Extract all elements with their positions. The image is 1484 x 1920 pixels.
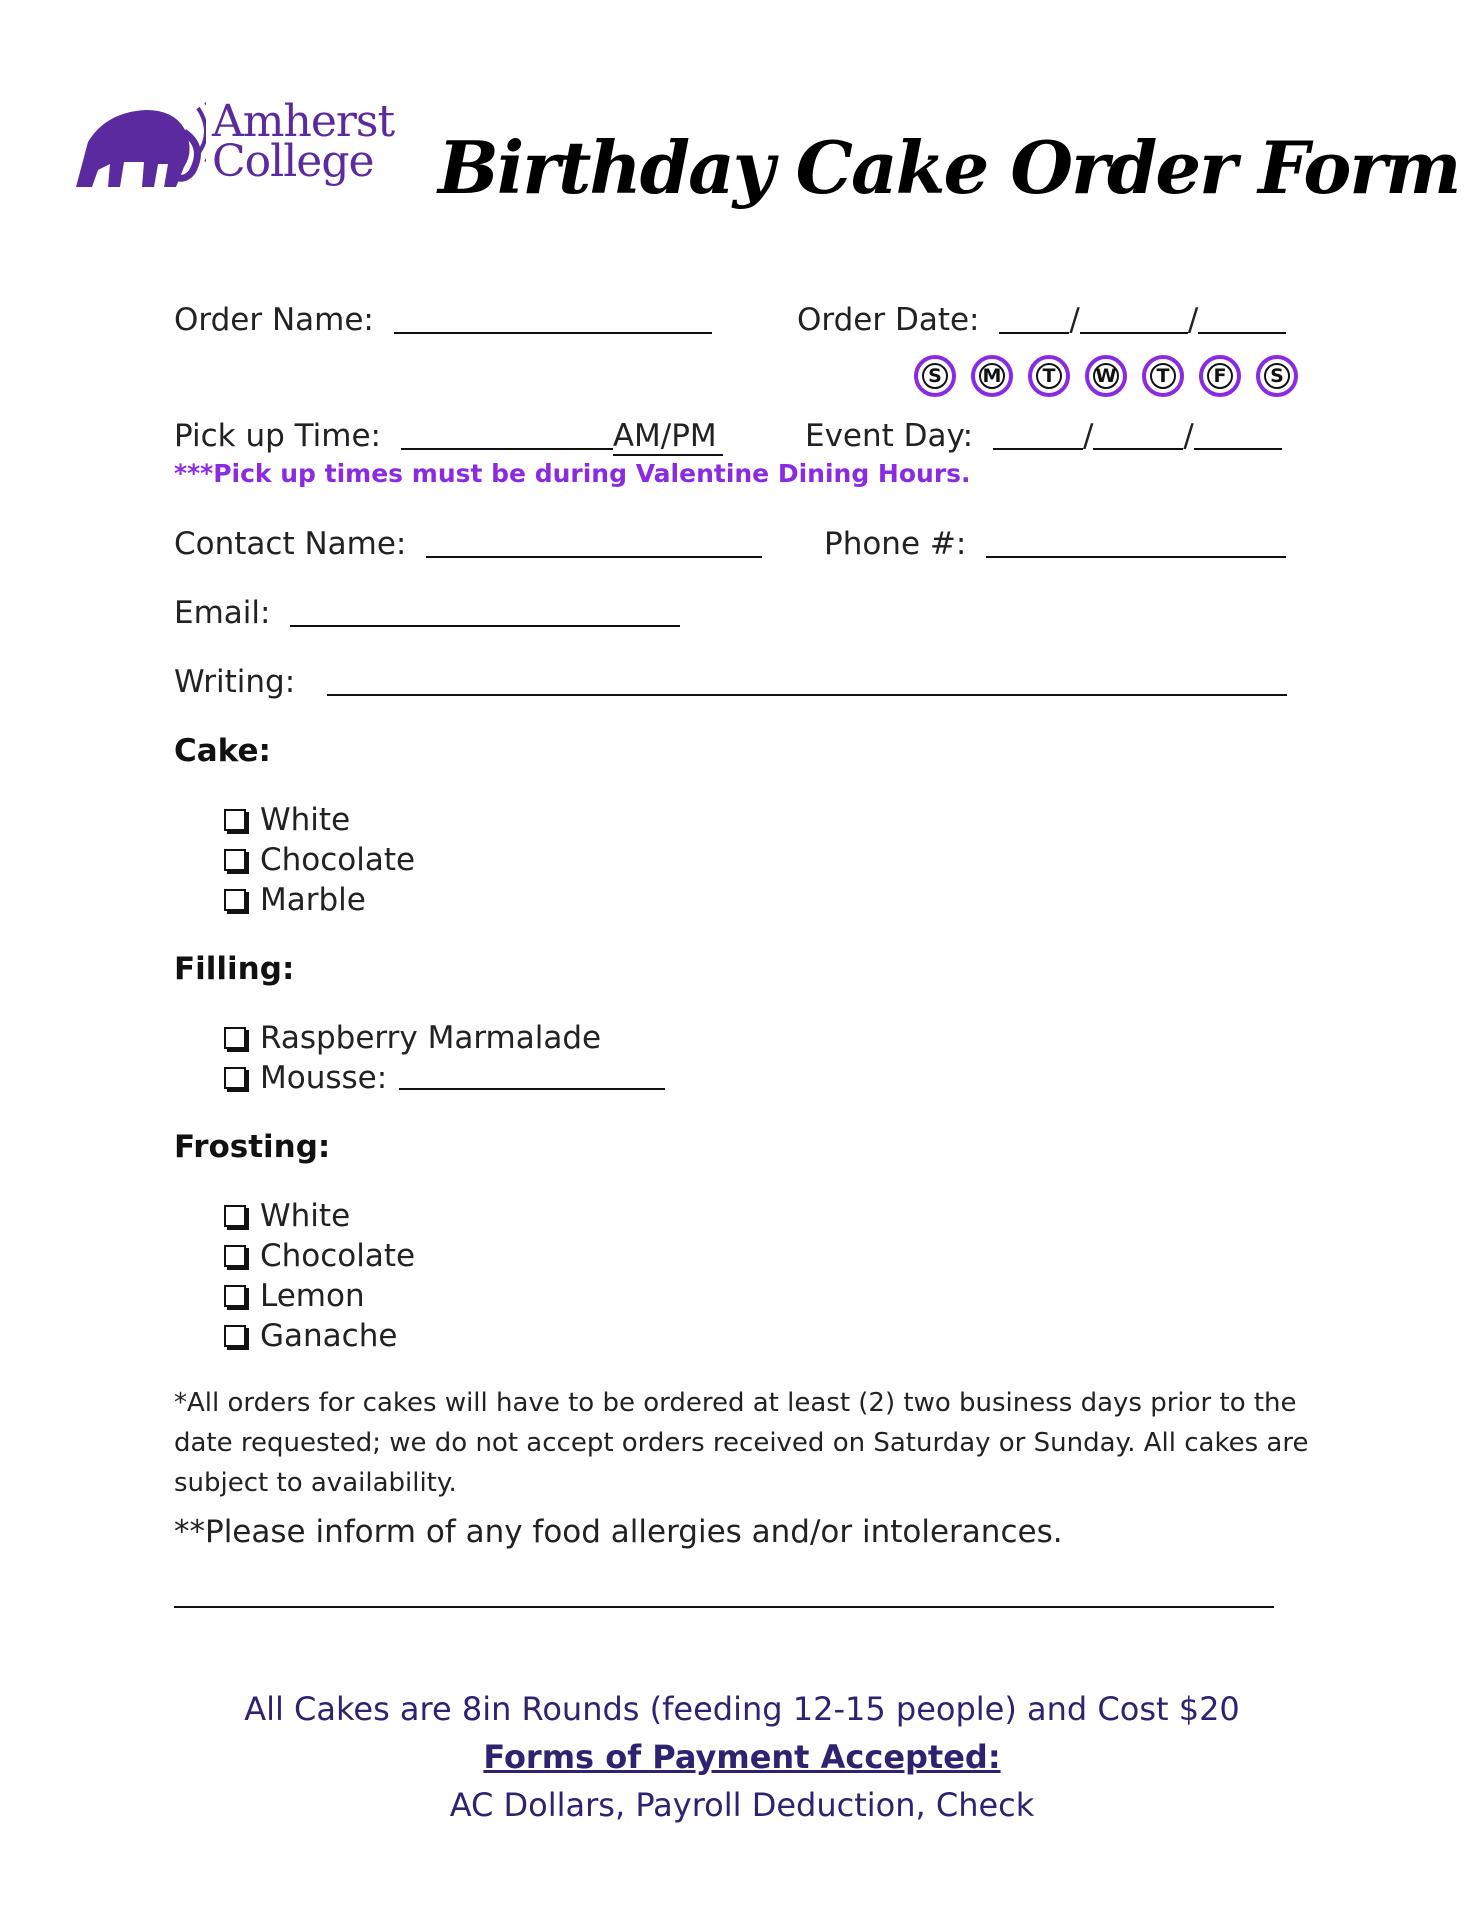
filling-heading: Filling: [174, 951, 295, 987]
logo-line-1: Amherst [212, 96, 395, 147]
cake-option-marble[interactable]: Marble [224, 882, 366, 918]
pickup-time-label: Pick up Time: [174, 418, 381, 454]
payment-heading: Forms of Payment Accepted: [483, 1738, 1001, 1776]
logo-line-2: College [212, 136, 374, 187]
allergy-note: **Please inform of any food allergies and/or intolerances. [174, 1514, 1063, 1550]
cake-option-chocolate[interactable]: Chocolate [224, 842, 415, 878]
filling-option-raspberry[interactable]: Raspberry Marmalade [224, 1020, 601, 1056]
frosting-option-chocolate[interactable]: Chocolate [224, 1238, 415, 1274]
day-circle-wednesday[interactable]: W [1085, 355, 1127, 397]
day-circle-tuesday[interactable]: T [1028, 355, 1070, 397]
payment-heading-wrap [0, 1738, 1484, 1776]
pickup-note: ***Pick up times must be during Valentine Dining Hours. [174, 459, 971, 488]
day-circle-monday[interactable]: M [971, 355, 1013, 397]
order-policy-text: *All orders for cakes will have to be ordered at least (2) two business days prior to the date requested; we do not accept orders received on Saturday or Sunday. All cakes are subject to availability. [174, 1388, 1309, 1498]
checkbox-icon[interactable] [224, 849, 246, 871]
day-circle-friday[interactable]: F [1199, 355, 1241, 397]
cake-heading: Cake: [174, 733, 271, 769]
event-day-label: Event Day: [805, 418, 974, 454]
order-name-field[interactable] [174, 302, 712, 338]
email-label: Email: [174, 595, 271, 631]
checkbox-icon[interactable] [224, 809, 246, 831]
event-day-field[interactable]: Event Day: / / [805, 418, 1282, 454]
order-date-field[interactable]: Order Date: / / [797, 302, 1286, 338]
event-day-month-line[interactable] [993, 447, 1083, 450]
writing-line[interactable] [327, 693, 1287, 696]
order-name-line[interactable] [394, 331, 712, 334]
checkbox-icon[interactable] [224, 1245, 246, 1267]
phone-line[interactable] [986, 555, 1286, 558]
checkbox-icon[interactable] [224, 1205, 246, 1227]
event-day-year-line[interactable] [1194, 447, 1282, 450]
contact-name-line[interactable] [426, 555, 762, 558]
page-title: Birthday Cake Order Form [438, 125, 1460, 210]
day-circle-saturday[interactable]: S [1256, 355, 1298, 397]
writing-label: Writing: [174, 664, 296, 700]
filling-option-mousse[interactable]: Mousse: [224, 1060, 665, 1096]
checkbox-icon[interactable] [224, 1285, 246, 1307]
order-date-month-line[interactable] [999, 331, 1069, 334]
email-line[interactable] [290, 624, 680, 627]
weekday-selector [914, 355, 1298, 397]
phone-field[interactable] [824, 526, 1286, 562]
day-circle-thursday[interactable]: T [1142, 355, 1184, 397]
frosting-option-white[interactable]: White [224, 1198, 350, 1234]
pickup-time-line[interactable] [401, 447, 613, 450]
day-circle-sunday[interactable]: S [914, 355, 956, 397]
amherst-mammoth-logo-icon [66, 92, 206, 196]
order-date-label: Order Date: [797, 302, 980, 338]
frosting-option-ganache[interactable]: Ganache [224, 1318, 397, 1354]
contact-name-label: Contact Name: [174, 526, 407, 562]
checkbox-icon[interactable] [224, 889, 246, 911]
payment-methods: AC Dollars, Payroll Deduction, Check [449, 1786, 1035, 1824]
contact-name-field[interactable] [174, 526, 762, 562]
order-name-label: Order Name: [174, 302, 374, 338]
writing-field[interactable] [174, 664, 1287, 700]
logo-wordmark [212, 96, 395, 187]
allergy-line[interactable] [174, 1606, 1274, 1608]
checkbox-icon[interactable] [224, 1027, 246, 1049]
checkbox-icon[interactable] [224, 1325, 246, 1347]
ampm-label: AM/PM [613, 418, 723, 456]
pickup-time-field[interactable] [174, 418, 723, 454]
event-day-day-line[interactable] [1093, 447, 1183, 450]
email-field[interactable] [174, 595, 680, 631]
pricing-text: All Cakes are 8in Rounds (feeding 12-15 people) and Cost $20 [244, 1690, 1240, 1728]
frosting-option-lemon[interactable]: Lemon [224, 1278, 365, 1314]
checkbox-icon[interactable] [224, 1067, 246, 1089]
order-date-year-line[interactable] [1198, 331, 1286, 334]
frosting-heading: Frosting: [174, 1129, 331, 1165]
cake-option-white[interactable]: White [224, 802, 350, 838]
order-date-day-line[interactable] [1080, 331, 1188, 334]
phone-label: Phone #: [824, 526, 967, 562]
mousse-flavor-line[interactable] [399, 1087, 665, 1090]
